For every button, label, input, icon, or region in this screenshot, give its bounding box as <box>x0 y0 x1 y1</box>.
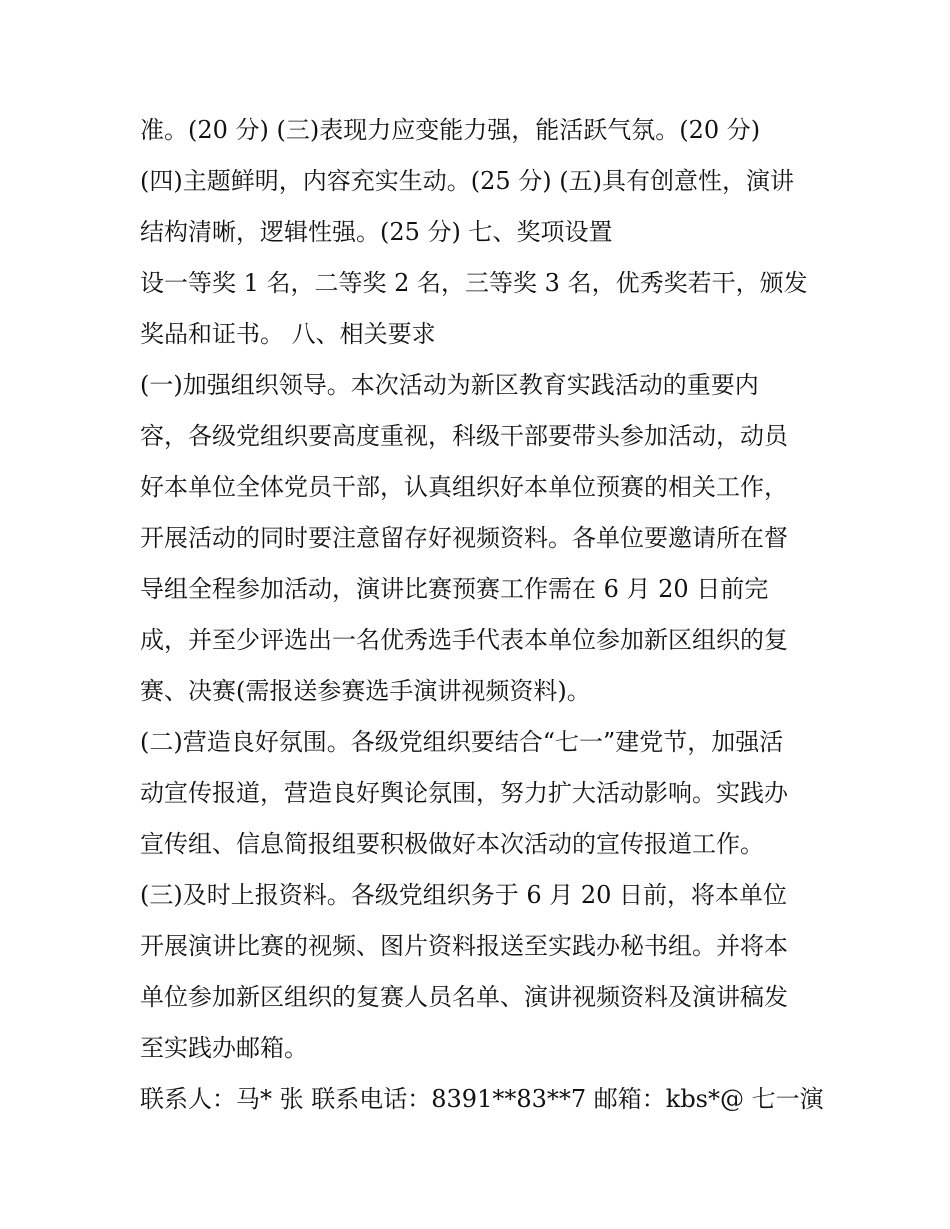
text-line: 设一等奖 1 名，二等奖 2 名，三等奖 3 名，优秀奖若干，颁发 <box>140 269 808 297</box>
text-line: 单位参加新区组织的复赛人员名单、演讲视频资料及演讲稿发 <box>140 983 788 1011</box>
text-line: 奖品和证书。 八、相关要求 <box>140 320 436 348</box>
text-line: 赛、决赛(需报送参赛选手演讲视频资料)。 <box>140 677 591 705</box>
document-body <box>140 110 840 1130</box>
text-line: (三)及时上报资料。各级党组织务于 6 月 20 日前，将本单位 <box>140 881 788 909</box>
text-line: 开展演讲比赛的视频、图片资料报送至实践办秘书组。并将本 <box>140 932 788 960</box>
text-line: 联系人：马* 张 联系电话：8391**83**7 邮箱：kbs*@ 七一演 <box>140 1085 824 1113</box>
text-line: 好本单位全体党员干部，认真组织好本单位预赛的相关工作， <box>140 473 788 501</box>
text-line: 容，各级党组织要高度重视，科级干部要带头参加活动，动员 <box>140 422 788 450</box>
text-line: 开展活动的同时要注意留存好视频资料。各单位要邀请所在督 <box>140 524 788 552</box>
text-line: (二)营造良好氛围。各级党组织要结合“七一”建党节，加强活 <box>140 728 784 756</box>
text-line: (一)加强组织领导。本次活动为新区教育实践活动的重要内 <box>140 371 759 399</box>
text-line: 导组全程参加活动，演讲比赛预赛工作需在 6 月 20 日前完 <box>140 575 769 603</box>
text-line: 至实践办邮箱。 <box>140 1034 308 1062</box>
text-line: (四)主题鲜明，内容充实生动。(25 分) (五)具有创意性，演讲 <box>140 167 794 195</box>
text-line: 准。(20 分) (三)表现力应变能力强，能活跃气氛。(20 分) <box>140 116 761 144</box>
text-line: 成，并至少评选出一名优秀选手代表本单位参加新区组织的复 <box>140 626 788 654</box>
text-line: 结构清晰，逻辑性强。(25 分) 七、奖项设置 <box>140 218 613 246</box>
text-line: 动宣传报道，营造良好舆论氛围，努力扩大活动影响。实践办 <box>140 779 788 807</box>
text-line: 宣传组、信息简报组要积极做好本次活动的宣传报道工作。 <box>140 830 764 858</box>
